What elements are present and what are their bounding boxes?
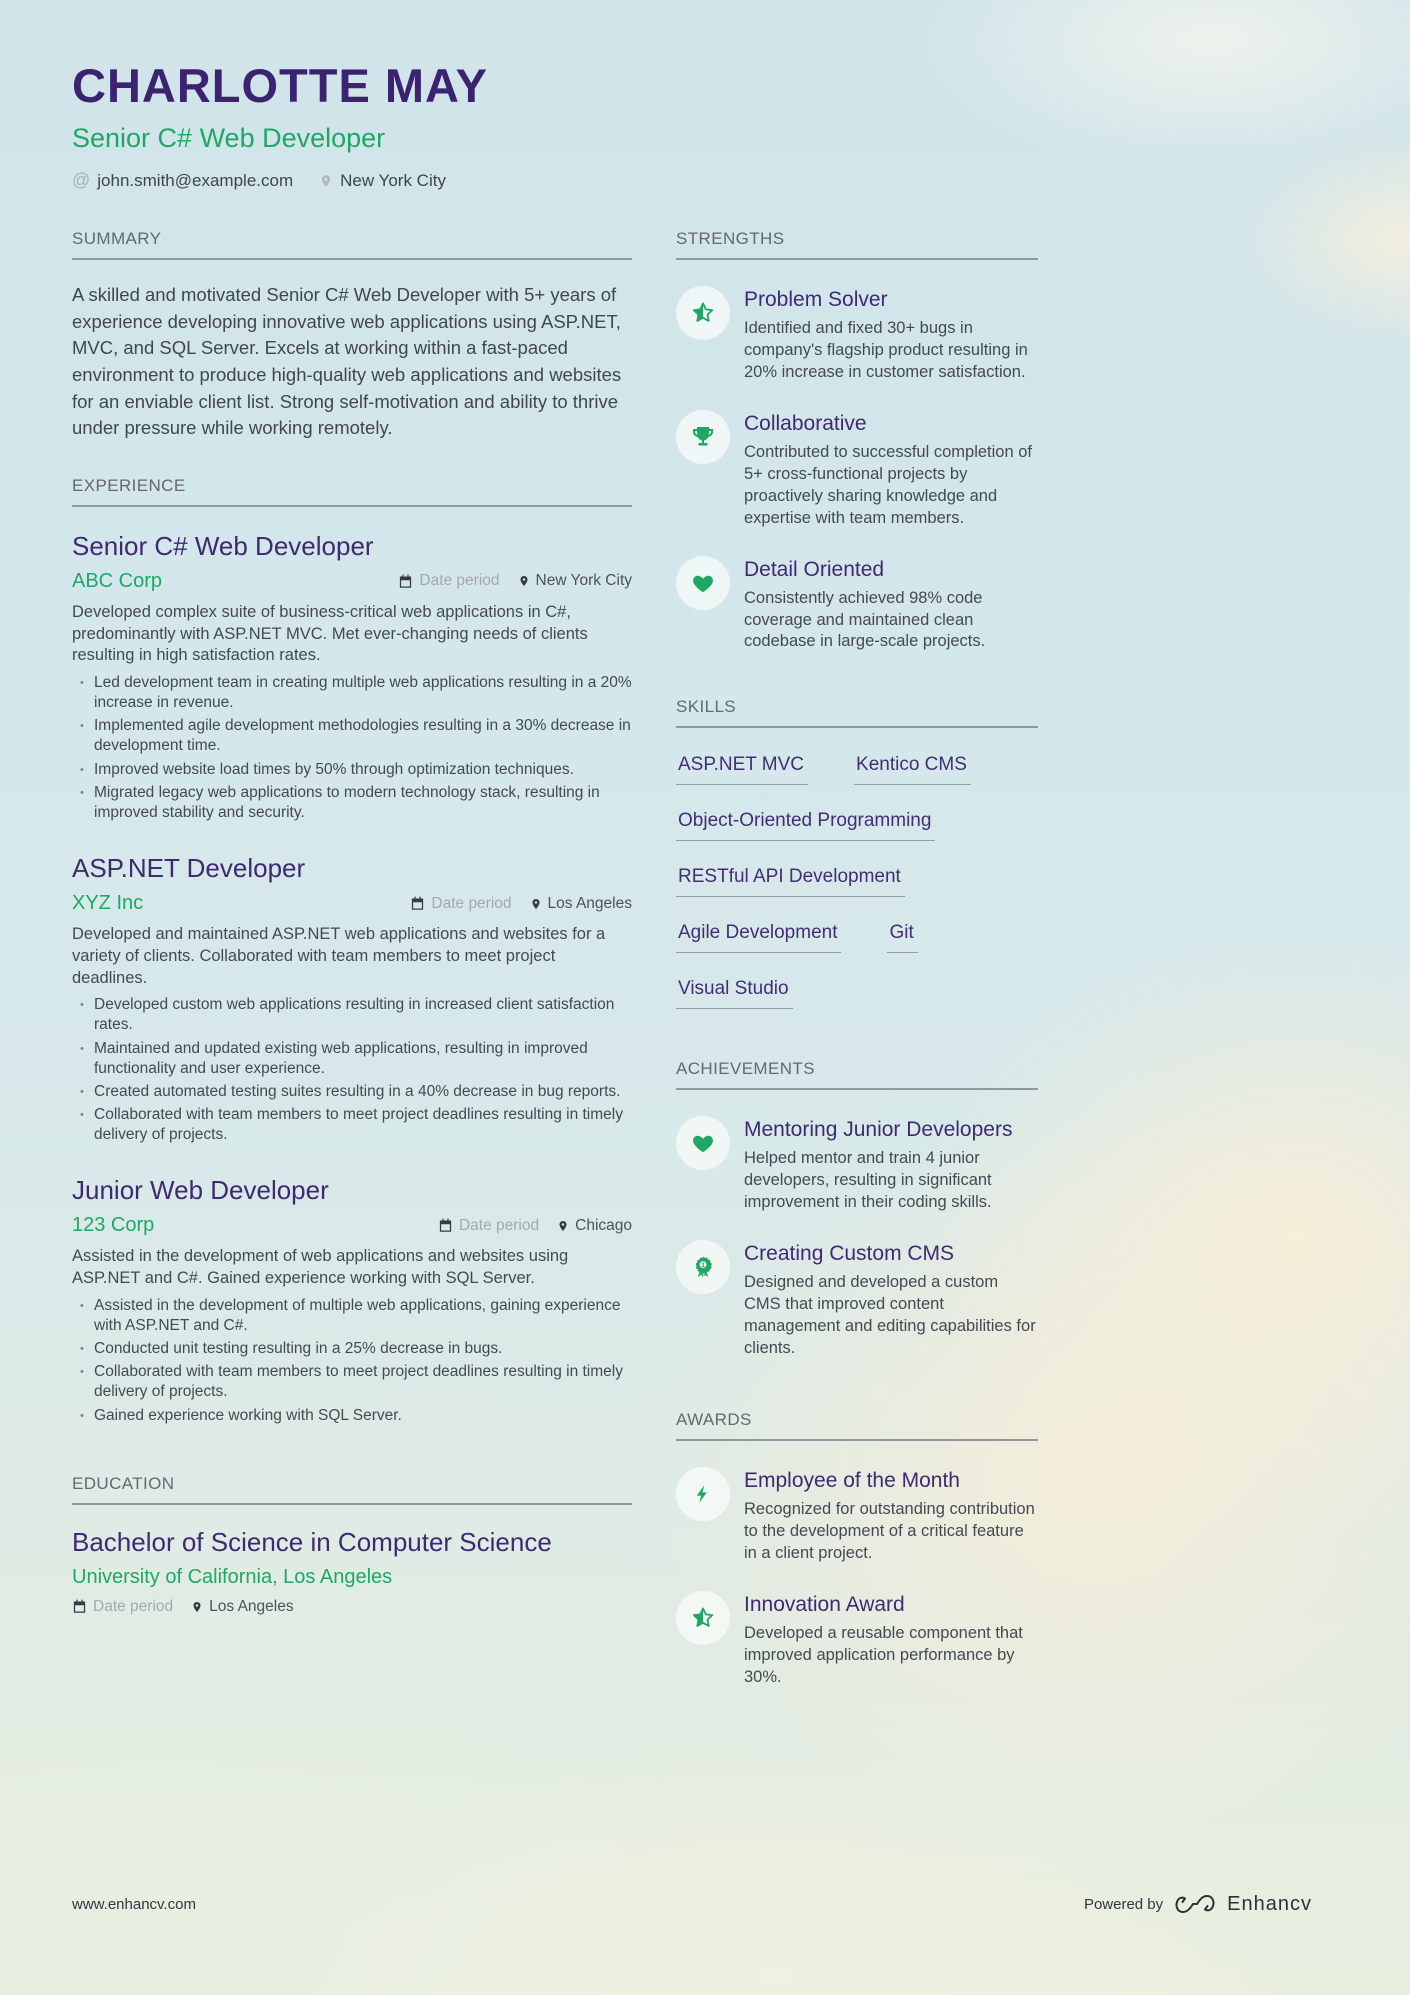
strength-title: Detail Oriented (744, 557, 885, 581)
job-bullet: • Implemented agile development methodologies resulting in a 30% decrease in development time. (72, 716, 632, 756)
job-bullet: • Improved website load times by 50% through optimization techniques. (72, 760, 632, 780)
lightning-icon (676, 1467, 730, 1521)
award-item (676, 1467, 1038, 1565)
trophy-icon (676, 410, 730, 464)
heart-icon (676, 1116, 730, 1170)
powered-by-label: Powered by (1083, 1895, 1164, 1913)
location-item (319, 171, 446, 191)
job-bullet-list (72, 673, 632, 823)
job-bullet-list (72, 995, 632, 1145)
enhancv-logo-icon (1173, 1892, 1217, 1916)
strength-item (676, 556, 1038, 654)
achievements-heading: ACHIEVEMENTS (676, 1059, 1038, 1090)
achievement-text: Helped mentor and train 4 junior developers, resulting in significant improvement in their coding skills. (744, 1149, 992, 1212)
award-text: Developed a reusable component that improved application performance by 30%. (744, 1623, 1023, 1686)
location-pin-icon (530, 896, 542, 912)
job-location: Los Angeles (530, 895, 632, 913)
summary-heading: SUMMARY (72, 229, 632, 260)
job-title: Junior Web Developer (72, 1175, 329, 1206)
skill-item: Git (887, 922, 917, 953)
job-bullet: • Maintained and updated existing web applications, resulting in improved functionality and user experience. (72, 1039, 632, 1079)
skills-list (676, 754, 1038, 1009)
achievement-text: Designed and developed a custom CMS that improved content management and editing capabilities for clients. (744, 1273, 1036, 1357)
job-bullet: • Collaborated with team members to meet project deadlines resulting in timely delivery of projects. (72, 1105, 632, 1145)
job-bullet: • Conducted unit testing resulting in a 25% decrease in bugs. (72, 1339, 632, 1359)
strength-title: Collaborative (744, 411, 867, 435)
job-company: ABC Corp (72, 569, 163, 592)
resume-header (72, 58, 1038, 191)
location-pin-icon (557, 1218, 569, 1234)
calendar-icon (398, 574, 413, 589)
job-bullet: • Developed custom web applications resulting in increased client satisfaction rates. (72, 995, 632, 1035)
strength-text: Consistently achieved 98% code coverage and maintained clean codebase in large-scale projects. (744, 588, 986, 651)
strength-text: Contributed to successful completion of 5+ cross-functional projects by proactively sharing knowledge and expertise with team members. (744, 442, 1032, 527)
candidate-job-title: Senior C# Web Developer (72, 123, 386, 153)
calendar-icon (72, 1599, 87, 1614)
job-entry (72, 1175, 632, 1425)
email-item[interactable] (72, 170, 293, 191)
skill-item: RESTful API Development (676, 866, 905, 897)
page-footer (72, 1892, 1312, 1916)
email-text: john.smith@example.com (97, 170, 294, 190)
medal-icon (676, 1240, 730, 1294)
job-entry (72, 853, 632, 1145)
job-location: Chicago (557, 1217, 632, 1235)
job-bullet: • Assisted in the development of multiple web applications, gaining experience with ASP.NET and C#. (72, 1296, 632, 1336)
job-date: Date period (398, 572, 499, 590)
summary-text: A skilled and motivated Senior C# Web Developer with 5+ years of experience developing innovative web applications using ASP.NET, MVC, and SQL Server. Excels at working within a fast-paced environment to produce high-quality web applications and websites for an enviable client list. Strong self-motivation and ability to thrive under pressure while working remotely. (72, 284, 622, 439)
star-icon (676, 1591, 730, 1645)
skill-item: Kentico CMS (854, 754, 971, 785)
award-title: Employee of the Month (744, 1468, 960, 1492)
job-location: New York City (518, 572, 632, 590)
education-section (72, 1474, 632, 1616)
strength-title: Problem Solver (744, 288, 888, 311)
job-entry (72, 531, 632, 823)
location-pin-icon (518, 573, 530, 589)
award-title: Innovation Award (744, 1592, 905, 1616)
achievement-item (676, 1240, 1038, 1360)
job-bullet: • Created automated testing suites resulting in a 40% decrease in bug reports. (72, 1082, 632, 1102)
calendar-icon (438, 1218, 453, 1233)
education-location: Los Angeles (191, 1598, 293, 1616)
job-bullet: • Migrated legacy web applications to modern technology stack, resulting in improved stability and security. (72, 783, 632, 823)
skills-section (676, 697, 1038, 1009)
skill-item: Object-Oriented Programming (676, 810, 935, 841)
job-bullet: • Gained experience working with SQL Server. (72, 1406, 632, 1426)
strength-item (676, 410, 1038, 530)
job-company: XYZ Inc (72, 892, 144, 915)
strengths-heading: STRENGTHS (676, 229, 1038, 260)
candidate-name: CHARLOTTE MAY (72, 59, 488, 112)
skills-heading: SKILLS (676, 697, 1038, 728)
achievement-title: Mentoring Junior Developers (744, 1118, 1013, 1142)
contact-row (72, 170, 1038, 191)
job-bullet: • Collaborated with team members to meet project deadlines resulting in timely delivery of projects. (72, 1362, 632, 1402)
awards-section (676, 1410, 1038, 1689)
job-description: Developed complex suite of business-critical web applications in C#, predominantly with ASP.NET MVC. Met ever-changing needs of clients resulting in high satisfaction rates. (72, 602, 588, 665)
email-icon: @ (72, 170, 91, 190)
education-school: University of California, Los Angeles (72, 1565, 393, 1588)
education-degree: Bachelor of Science in Computer Science (72, 1526, 552, 1557)
awards-heading: AWARDS (676, 1410, 1038, 1441)
experience-section (72, 476, 632, 1426)
svg-text:1: 1 (701, 1262, 705, 1270)
award-text: Recognized for outstanding contribution to the development of a critical feature in a client project. (744, 1499, 1035, 1562)
enhancv-brand-text: Enhancv (1227, 1892, 1312, 1915)
job-description: Assisted in the development of web applications and websites using ASP.NET and C#. Gained experience working with SQL Server. (72, 1247, 569, 1288)
heart-icon (676, 556, 730, 610)
location-pin-icon (319, 172, 333, 190)
job-bullet: • Led development team in creating multiple web applications resulting in a 20% increase in revenue. (72, 673, 632, 713)
enhancv-website-link[interactable]: www.enhancv.com (72, 1895, 196, 1913)
skill-item: Visual Studio (676, 978, 793, 1009)
job-company: 123 Corp (72, 1214, 155, 1237)
job-title: Senior C# Web Developer (72, 530, 374, 561)
summary-section (72, 229, 632, 442)
achievements-section (676, 1059, 1038, 1360)
strength-item (676, 286, 1038, 384)
strength-text: Identified and fixed 30+ bugs in company's flagship product resulting in 20% increase in customer satisfaction. (744, 319, 1028, 381)
skill-item: ASP.NET MVC (676, 754, 808, 785)
calendar-icon (410, 896, 425, 911)
strengths-section (676, 229, 1038, 653)
star-icon (676, 286, 730, 340)
achievement-title: Creating Custom CMS (744, 1242, 955, 1266)
job-title: ASP.NET Developer (72, 853, 306, 884)
powered-by-block[interactable] (1084, 1892, 1312, 1916)
job-bullet-list (72, 1296, 632, 1426)
award-item (676, 1591, 1038, 1689)
job-date: Date period (410, 895, 511, 913)
education-heading: EDUCATION (72, 1474, 632, 1505)
experience-heading: EXPERIENCE (72, 476, 632, 507)
achievement-item (676, 1116, 1038, 1214)
location-pin-icon (191, 1599, 203, 1615)
location-text: New York City (340, 170, 446, 190)
job-date: Date period (438, 1217, 539, 1235)
education-date: Date period (72, 1598, 173, 1616)
skill-item: Agile Development (676, 922, 841, 953)
job-description: Developed and maintained ASP.NET web applications and websites for a variety of clients. Collaborated with team members to meet project deadlines. (72, 925, 606, 987)
